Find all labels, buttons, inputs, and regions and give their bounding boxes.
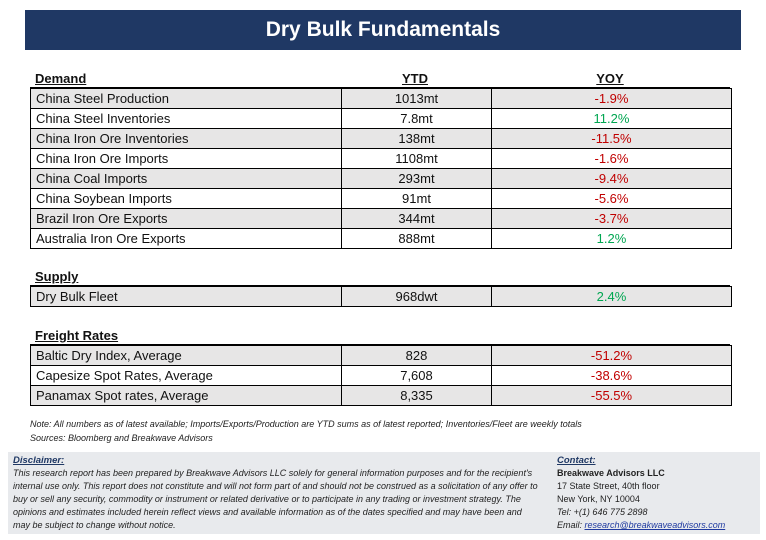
row-label: Dry Bulk Fleet <box>31 287 342 307</box>
freight-header <box>30 327 730 345</box>
ytd-column-header: YTD <box>402 71 428 86</box>
contact-email-link[interactable]: research@breakwaveadvisors.com <box>584 520 726 530</box>
ytd-value: 1013mt <box>342 89 492 109</box>
yoy-value: -3.7% <box>492 209 732 229</box>
yoy-value: -1.6% <box>492 149 732 169</box>
ytd-value: 7.8mt <box>342 109 492 129</box>
freight-table <box>30 345 732 406</box>
ytd-value: 91mt <box>342 189 492 209</box>
ytd-value: 8,335 <box>342 386 492 406</box>
row-label: China Steel Production <box>31 89 342 109</box>
row-label: China Soybean Imports <box>31 189 342 209</box>
table-row <box>31 189 732 209</box>
ytd-value: 828 <box>342 346 492 366</box>
supply-header <box>30 268 730 286</box>
yoy-value: -38.6% <box>492 366 732 386</box>
row-label: Baltic Dry Index, Average <box>31 346 342 366</box>
sources-text: Sources: Bloomberg and Breakwave Advisors <box>30 433 213 443</box>
demand-heading: Demand <box>35 71 87 86</box>
table-row <box>31 346 732 366</box>
yoy-column-header: YOY <box>596 71 624 86</box>
table-row <box>31 109 732 129</box>
ytd-value: 888mt <box>342 229 492 249</box>
disclaimer-text: This research report has been prepared by Breakwave Advisors LLC solely for general information purposes and for the recipient's internal use only. This report does not constitute and will not form part of and should not be construed as a solicitation of any offer to buy or sell any security, commodity or instrument or related derivative or to participate in any trading or investment strategy. The opinions and estimates included herein reflect views and available information as of the dates specified and may have been and may be subject to change without notice. <box>13 468 538 530</box>
yoy-value: 2.4% <box>492 287 732 307</box>
row-label: Australia Iron Ore Exports <box>31 229 342 249</box>
yoy-value: 1.2% <box>492 229 732 249</box>
row-label: China Steel Inventories <box>31 109 342 129</box>
ytd-value: 138mt <box>342 129 492 149</box>
supply-table <box>30 286 732 307</box>
contact-title: Contact: <box>557 455 596 466</box>
table-row <box>31 386 732 406</box>
disclaimer-title: Disclaimer: <box>13 455 65 466</box>
row-label: Brazil Iron Ore Exports <box>31 209 342 229</box>
row-label: Panamax Spot rates, Average <box>31 386 342 406</box>
table-row <box>31 129 732 149</box>
table-row <box>31 287 732 307</box>
yoy-value: -11.5% <box>492 129 732 149</box>
contact-email-label: Email: <box>557 520 585 530</box>
yoy-value: -5.6% <box>492 189 732 209</box>
contact-address-2: New York, NY 10004 <box>557 494 640 504</box>
row-label: Capesize Spot Rates, Average <box>31 366 342 386</box>
yoy-value: -55.5% <box>492 386 732 406</box>
table-row <box>31 209 732 229</box>
demand-header <box>30 70 730 88</box>
table-row <box>31 366 732 386</box>
contact-company: Breakwave Advisors LLC <box>557 468 665 478</box>
table-row <box>31 89 732 109</box>
note-text: Note: All numbers as of latest available; Imports/Exports/Production are YTD sums as of latest reported; Inventories/Fleet are weekly totals <box>30 419 582 429</box>
table-row <box>31 229 732 249</box>
yoy-value: -1.9% <box>492 89 732 109</box>
ytd-value: 344mt <box>342 209 492 229</box>
ytd-value: 7,608 <box>342 366 492 386</box>
ytd-value: 293mt <box>342 169 492 189</box>
yoy-value: -51.2% <box>492 346 732 366</box>
freight-heading: Freight Rates <box>35 328 119 343</box>
demand-table <box>30 88 732 249</box>
yoy-value: 11.2% <box>492 109 732 129</box>
row-label: China Iron Ore Inventories <box>31 129 342 149</box>
page-title: Dry Bulk Fundamentals <box>25 10 741 50</box>
ytd-value: 1108mt <box>342 149 492 169</box>
ytd-value: 968dwt <box>342 287 492 307</box>
supply-heading: Supply <box>35 269 79 284</box>
contact-email-line <box>557 519 725 532</box>
yoy-value: -9.4% <box>492 169 732 189</box>
table-row <box>31 149 732 169</box>
row-label: China Coal Imports <box>31 169 342 189</box>
contact-phone: Tel: +(1) 646 775 2898 <box>557 507 648 517</box>
contact-address-1: 17 State Street, 40th floor <box>557 481 660 491</box>
table-row <box>31 169 732 189</box>
row-label: China Iron Ore Imports <box>31 149 342 169</box>
